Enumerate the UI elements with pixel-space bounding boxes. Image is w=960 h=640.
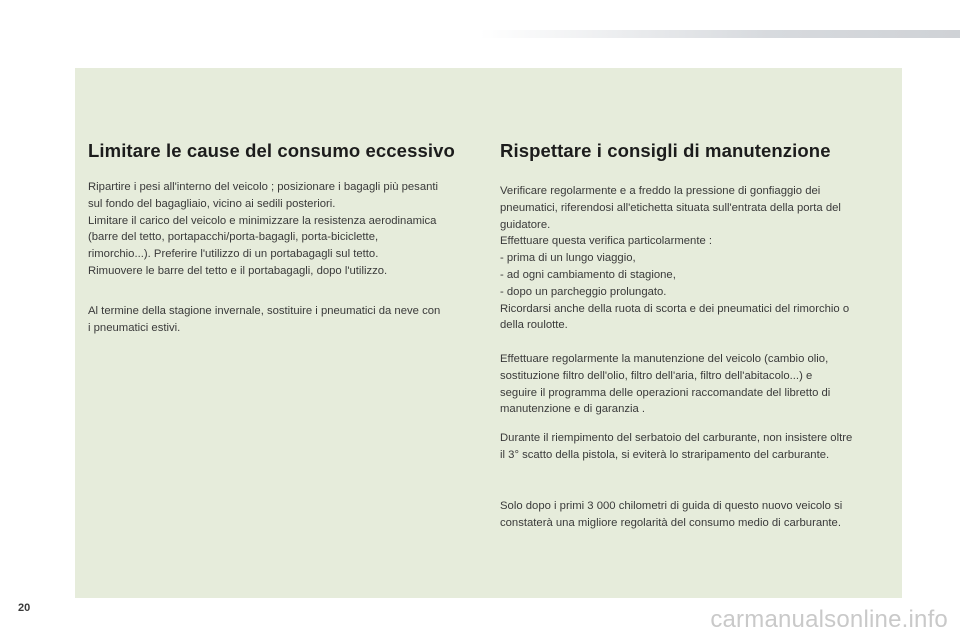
right-paragraph-1: Verificare regolarmente e a freddo la pressione di gonfiaggio dei pneumatici, riferendosi all'etichetta situata sull'entrata della porta del guidatore. Effettuare questa verifica particolarmente : - prima di un lungo viaggio, - ad ogni cambiamento di stagione, - dopo un parcheggio prolungato. Ricordarsi anche della ruota di scorta e dei pneumatici del rimorchio o della roulotte. [500, 185, 850, 332]
left-heading: Limitare le cause del consumo eccessivo [88, 140, 455, 161]
right-paragraph-4: Solo dopo i primi 3 000 chilometri di guida di questo nuovo veicolo si constaterà una migliore regolarità del consumo medio di carburante. [500, 500, 843, 529]
content-panel [75, 68, 902, 598]
left-paragraph-2: Al termine della stagione invernale, sostituire i pneumatici da neve con i pneumatici estivi. [88, 305, 441, 334]
page-number: 20 [18, 602, 31, 614]
right-heading: Rispettare i consigli di manutenzione [500, 140, 831, 161]
header-decorative-bar [480, 30, 960, 38]
watermark-text: carmanualsonline.info [710, 606, 948, 633]
right-paragraph-3: Durante il riempimento del serbatoio del carburante, non insistere oltre il 3° scatto della pistola, si eviterà lo straripamento del carburante. [500, 432, 853, 461]
right-paragraph-2: Effettuare regolarmente la manutenzione del veicolo (cambio olio, sostituzione filtro dell'olio, filtro dell'aria, filtro dell'abitacolo...) e seguire il programma delle operazioni raccomandate del libretto di manutenzione e di garanzia . [500, 353, 831, 416]
left-paragraph-1: Ripartire i pesi all'interno del veicolo ; posizionare i bagagli più pesanti sul fondo del bagagliaio, vicino ai sedili posteriori. Limitare il carico del veicolo e minimizzare la resistenza aerodinamica (barre del tetto, portapacchi/porta-bagagli, porta-biciclette, rimorchio...). Preferire l'utilizzo di un portabagagli sul tetto. Rimuovere le barre del tetto e il portabagagli, dopo l'utilizzo. [88, 181, 439, 277]
